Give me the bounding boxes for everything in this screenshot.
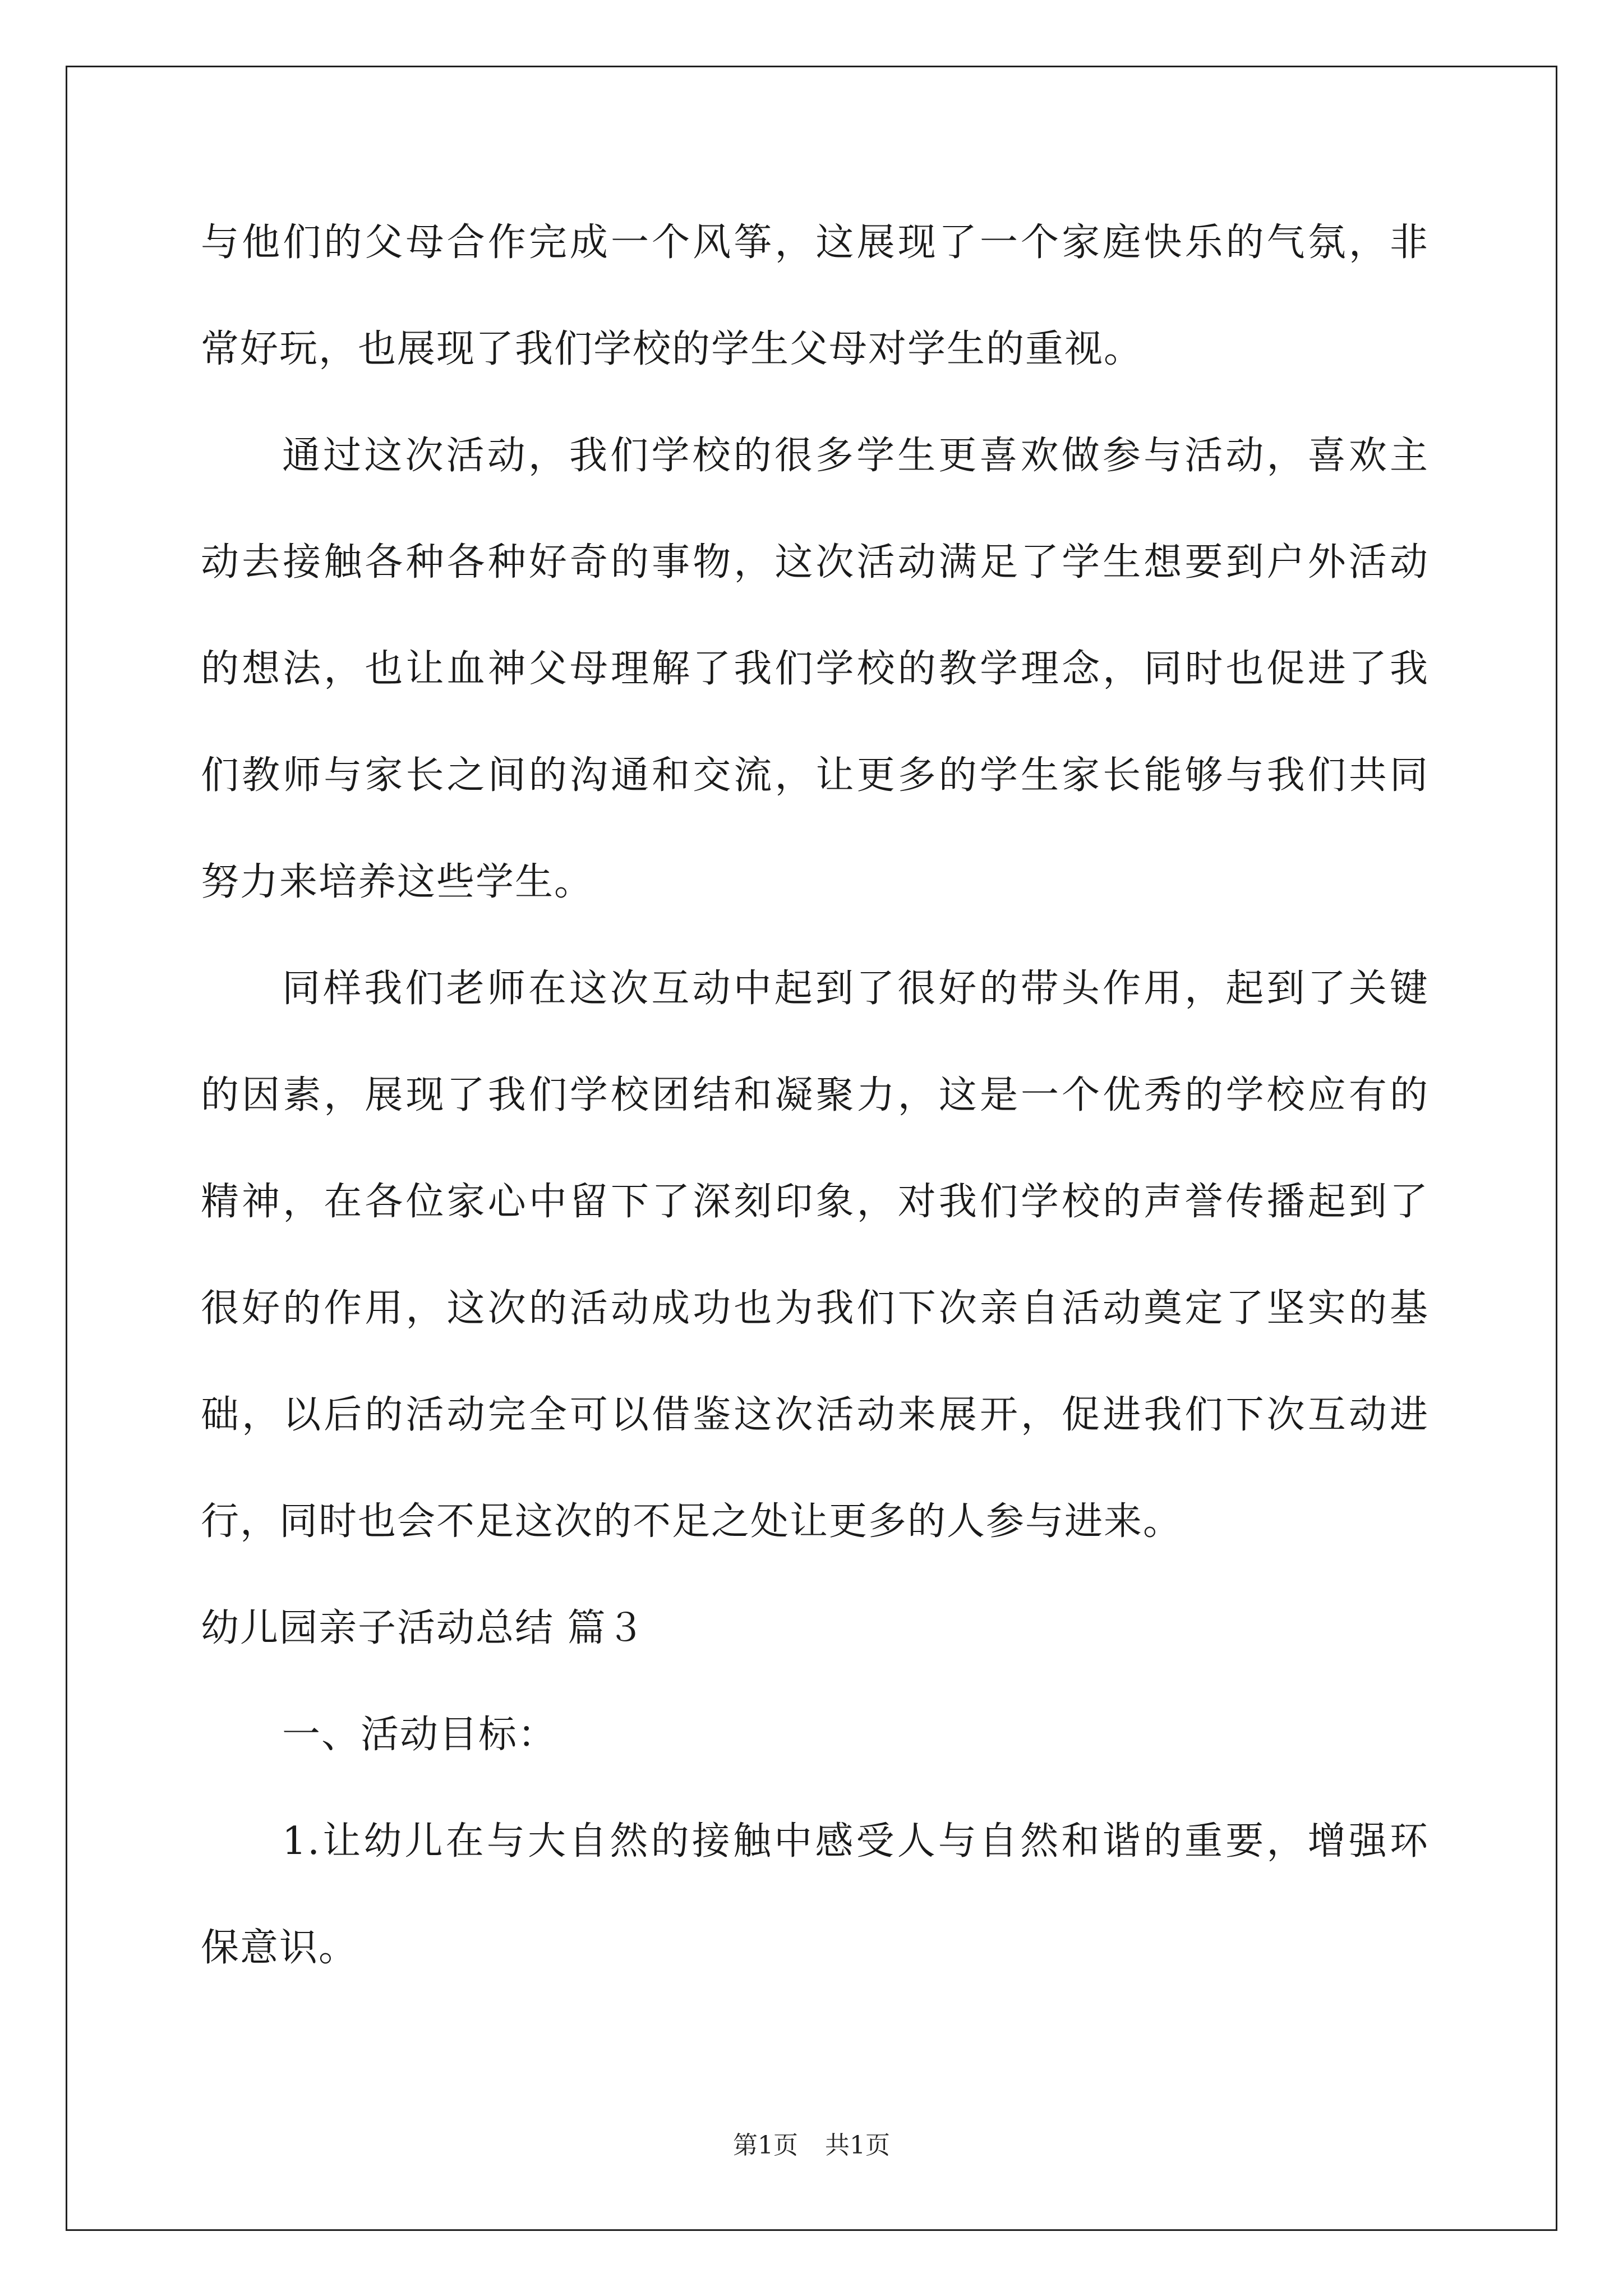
text-line: 常好玩，也展现了我们学校的学生父母对学生的重视。 — [201, 327, 1144, 371]
text-line: 同样我们老师在这次互动中起到了很好的带头作用，起到了关键 — [282, 967, 1429, 1011]
text-line: 的想法，也让血神父母理解了我们学校的教学理念，同时也促进了我 — [201, 647, 1429, 691]
text-line: 通过这次活动，我们学校的很多学生更喜欢做参与活动，喜欢主 — [282, 434, 1429, 478]
text-line: 们教师与家长之间的沟通和交流，让更多的学生家长能够与我们共同 — [201, 753, 1429, 798]
text-line: 幼儿园亲子活动总结 篇３ — [201, 1606, 646, 1650]
text-line: 与他们的父母合作完成一个风筝，这展现了一个家庭快乐的气氛，非 — [201, 220, 1429, 265]
text-line: 行，同时也会不足这次的不足之处让更多的人参与进来。 — [201, 1499, 1183, 1544]
text-line: 1.让幼儿在与大自然的接触中感受人与自然和谐的重要，增强环 — [282, 1819, 1429, 1864]
page-number: 第1页 — [733, 2131, 798, 2160]
text-line: 精神，在各位家心中留下了深刻印象，对我们学校的声誉传播起到了 — [201, 1180, 1429, 1224]
text-line: 的因素，展现了我们学校团结和凝聚力，这是一个优秀的学校应有的 — [201, 1073, 1429, 1117]
document-body — [201, 213, 1429, 2025]
text-line: 保意识。 — [201, 1926, 358, 1970]
text-line: 动去接触各种各种好奇的事物，这次活动满足了学生想要到户外活动 — [201, 540, 1429, 585]
text-line: 很好的作用，这次的活动成功也为我们下次亲自活动奠定了坚实的基 — [201, 1286, 1429, 1331]
text-line: 一、活动目标： — [282, 1713, 557, 1757]
page-total: 共1页 — [825, 2131, 890, 2160]
text-line: 础，以后的活动完全可以借鉴这次活动来展开，促进我们下次互动进 — [201, 1393, 1429, 1437]
page-footer — [0, 2129, 1623, 2162]
text-line: 努力来培养这些学生。 — [201, 860, 594, 904]
